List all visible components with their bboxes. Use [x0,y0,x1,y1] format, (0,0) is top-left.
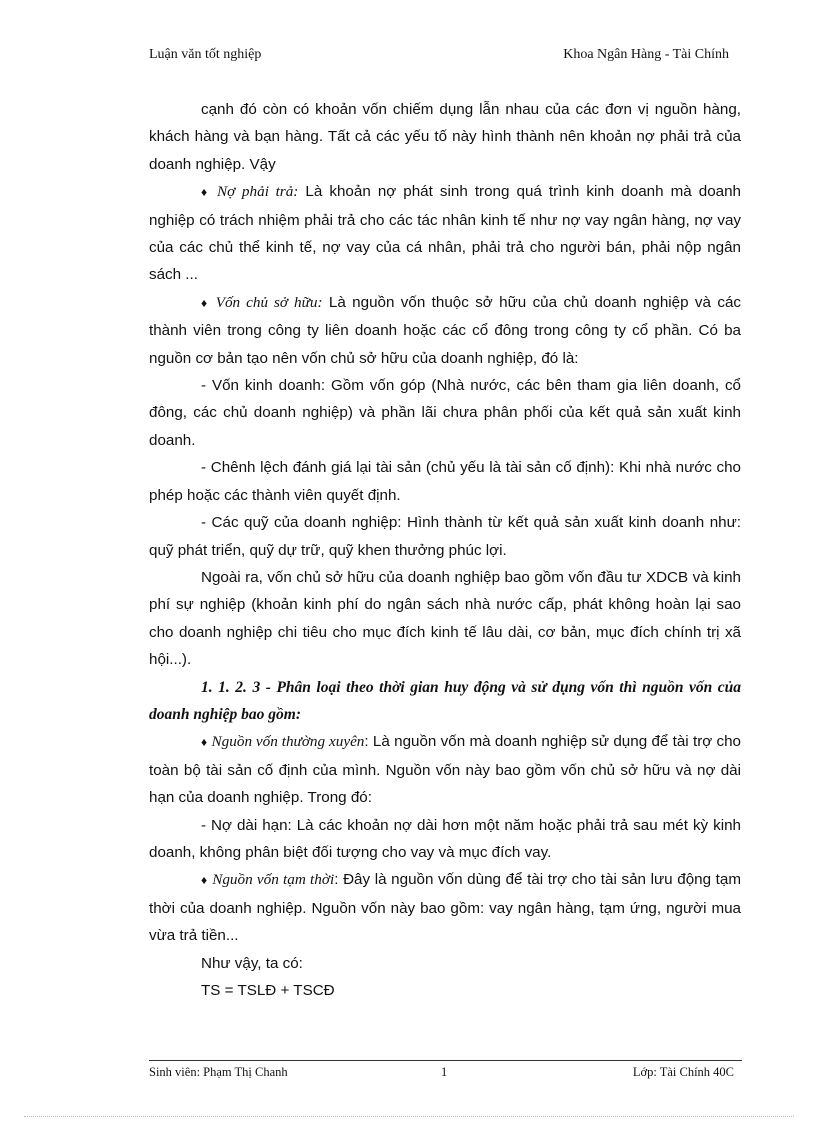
paragraph-conclusion: Như vậy, ta có: [201,954,303,972]
footer-student-name: Sinh viên: Phạm Thị Chanh [149,1065,288,1079]
page-header [149,47,729,63]
paragraph-additional: Ngoài ra, vốn chủ sở hữu của doanh nghiệp bao gồm vốn đầu tư XDCB và kinh phí sự nghiệp (khoản kinh phí do ngân sách nhà nước cấp, phát không hoàn lại sao cho doanh nghiệp chi tiêu cho mục đích kinh tế lâu dài, cơ bản, mục đích chính trị xã hội...). [149,568,741,669]
section-heading: 1. 1. 2. 3 - Phân loại theo thời gian huy động và sử dụng vốn thì nguồn vốn của doanh nghiệp bao gồm: [149,678,741,723]
permanent-capital-text: : Là nguồn vốn mà doanh nghiệp sử dụng để tài trợ cho toàn bộ tài sản cố định của mình. Nguồn vốn này bao gồm vốn chủ sở hữu và nợ dài hạn của doanh nghiệp. Trong đó: [149,733,742,807]
equity-text: Là nguồn vốn thuộc sở hữu của chủ doanh nghiệp và các thành viên trong công ty liên doanh hoặc các cổ đông trong công ty cổ phần. Có ba nguồn cơ bản tạo nên vốn chủ sở hữu của doanh nghiệp, đó là: [149,293,741,367]
paragraph-revaluation: - Chênh lệch đánh giá lại tài sản (chủ yếu là tài sản cố định): Khi nhà nước cho phép hoặc các thành viên quyết định. [149,459,741,504]
paragraph-funds: - Các quỹ của doanh nghiệp: Hình thành từ kết quả sản xuất kinh doanh như: quỹ phát triển, quỹ dự trữ, quỹ khen thưởng phúc lợi. [149,514,741,559]
paragraph-long-term-debt: - Nợ dài hạn: Là các khoản nợ dài hơn một năm hoặc phải trả sau mét kỳ kinh doanh, không phân biệt đối tượng cho vay và mục đích vay. [149,816,741,861]
term-liabilities: Nợ phải trả: [217,183,299,201]
footer-page-number: 1 [441,1065,448,1079]
diamond-bullet-icon: ♦ [201,735,208,750]
term-equity: Vốn chủ sở hữu: [215,293,323,311]
header-thesis-label: Luận văn tốt nghiệp [149,47,262,62]
diamond-bullet-icon: ♦ [201,873,208,888]
diamond-bullet-icon: ♦ [201,185,210,200]
page-bottom-edge [24,1116,794,1117]
paragraph-business-capital: - Vốn kinh doanh: Gồm vốn góp (Nhà nước, các bên tham gia liên doanh, cổ đông, các chủ doanh nghiệp) và phần lãi chưa phân phối của kết quả sản xuất kinh doanh. [149,377,741,449]
formula: TS = TSLĐ + TSCĐ [201,982,335,999]
document-body [149,96,741,1004]
temporary-capital-text: : Đây là nguồn vốn dùng để tài trợ cho tài sản lưu động tạm thời của doanh nghiệp. Nguồn vốn này bao gồm: vay ngân hàng, tạm ứng, người mua vừa trả tiền... [149,871,741,945]
diamond-bullet-icon: ♦ [201,295,210,310]
paragraph-temporary-capital [149,866,741,949]
footer-class: Lớp: Tài Chính 40C [632,1065,734,1079]
paragraph-equity [149,289,741,372]
paragraph-liabilities [149,178,741,289]
footer-divider [149,1060,742,1061]
term-temporary-capital: Nguồn vốn tạm thời [212,871,335,889]
liabilities-text: Là khoản nợ phát sinh trong quá trình kinh doanh mà doanh nghiệp có trách nhiệm phải trả cho các tác nhân kinh tế như nợ vay ngân hàng, nợ vay của các chủ thể kinh tế, nợ vay của cá nhân, phải trả cho người bán, phải nộp ngân sách ... [149,183,741,284]
header-faculty-label: Khoa Ngân Hàng - Tài Chính [563,47,729,62]
paragraph-intro: cạnh đó còn có khoản vốn chiếm dụng lẫn nhau của các đơn vị nguồn hàng, khách hàng và bạn hàng. Tất cả các yếu tố này hình thành nên khoản nợ phải trả của doanh nghiệp. Vậy [149,101,741,173]
term-permanent-capital: Nguồn vốn thường xuyên [211,733,365,751]
paragraph-permanent-capital [149,728,741,811]
